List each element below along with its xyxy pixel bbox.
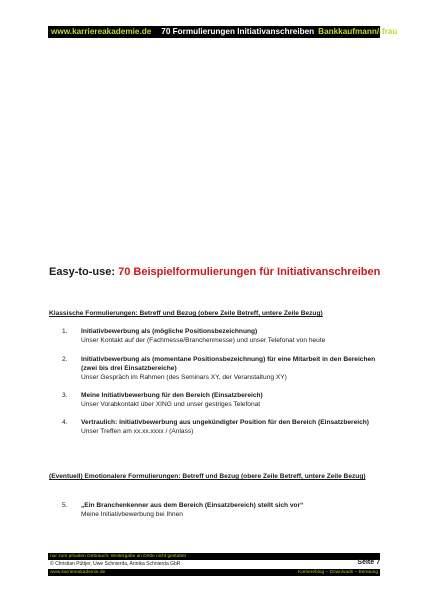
heading-prefix: Easy-to-use: xyxy=(49,266,116,278)
header-site-link[interactable]: www.karriereakademie.de xyxy=(51,27,152,36)
header-title: 70 Formulierungen Initiativanschreiben xyxy=(161,27,315,36)
item-number: 4. xyxy=(62,419,68,426)
item-subtitle: Unser Treffen am xx.xx.xxxx / (Anlass) xyxy=(81,428,194,435)
footer-notice: nur zum privaten Gebrauch, Weitergabe an Dritte nicht gestattet xyxy=(48,553,380,560)
item-number: 2. xyxy=(62,356,68,363)
header-role: Bankkaufmann/-frau xyxy=(318,27,398,36)
list-item xyxy=(62,355,380,382)
list-item xyxy=(62,418,380,436)
item-number: 3. xyxy=(62,392,68,399)
list-item xyxy=(62,501,380,519)
item-title: Vertraulich: Initiativbewerbung aus ungekündigter Position für den Bereich (Einsatzbereich) xyxy=(81,419,369,426)
heading-highlight: 70 Beispielformulierungen für Initiativanschreiben xyxy=(118,266,381,278)
item-subtitle: Meine Initiativbewerbung bei Ihnen xyxy=(81,511,183,518)
footer-bar xyxy=(48,569,380,576)
section-title-classic: Klassische Formulierungen: Betreff und Bezug (obere Zeile Betreff, untere Zeile Bezug) xyxy=(49,310,323,317)
footer-site-link[interactable]: www.karriereakademie.de xyxy=(50,570,106,575)
item-subtitle: Unser Kontakt auf der (Fachmesse/Branchenmesse) und unser Telefonat von heute xyxy=(81,337,326,344)
footer-links[interactable]: Karriereblog – Downloads – Beratung xyxy=(298,570,378,575)
item-title: Meine Initiativbewerbung für den Bereich (Einsatzbereich) xyxy=(81,392,263,399)
item-number: 1. xyxy=(62,328,68,335)
item-title: Initiativbewerbung als (momentane Positionsbezeichnung) für eine Mitarbeit in den Bereichen (zwei bis drei Einsatzbereiche) xyxy=(81,356,376,372)
list-item xyxy=(62,391,380,409)
list-item xyxy=(62,327,380,345)
page-heading xyxy=(49,266,380,278)
section-title-emotional: (Eventuell) Emotionalere Formulierungen: Betreff und Bezug (obere Zeile Betreff, untere Zeile Bezug) xyxy=(49,473,366,480)
item-title: Initiativbewerbung als (mögliche Positionsbezeichnung) xyxy=(81,328,258,335)
header-bar xyxy=(48,26,398,38)
footer-copyright: © Christian Püttjer, Uwe Schnierda, Annika Schnierda GbR xyxy=(50,561,181,567)
item-subtitle: Unser Vorabkontakt über XING und unser gestriges Telefonat xyxy=(81,401,261,408)
item-number: 5. xyxy=(62,502,68,509)
item-title: „Ein Branchenkenner aus dem Bereich (Einsatzbereich) stellt sich vor“ xyxy=(81,502,304,509)
page-number: Seite 7 xyxy=(357,559,380,566)
item-subtitle: Unser Gespräch im Rahmen (des Seminars XY, der Veranstaltung XY) xyxy=(81,374,287,381)
